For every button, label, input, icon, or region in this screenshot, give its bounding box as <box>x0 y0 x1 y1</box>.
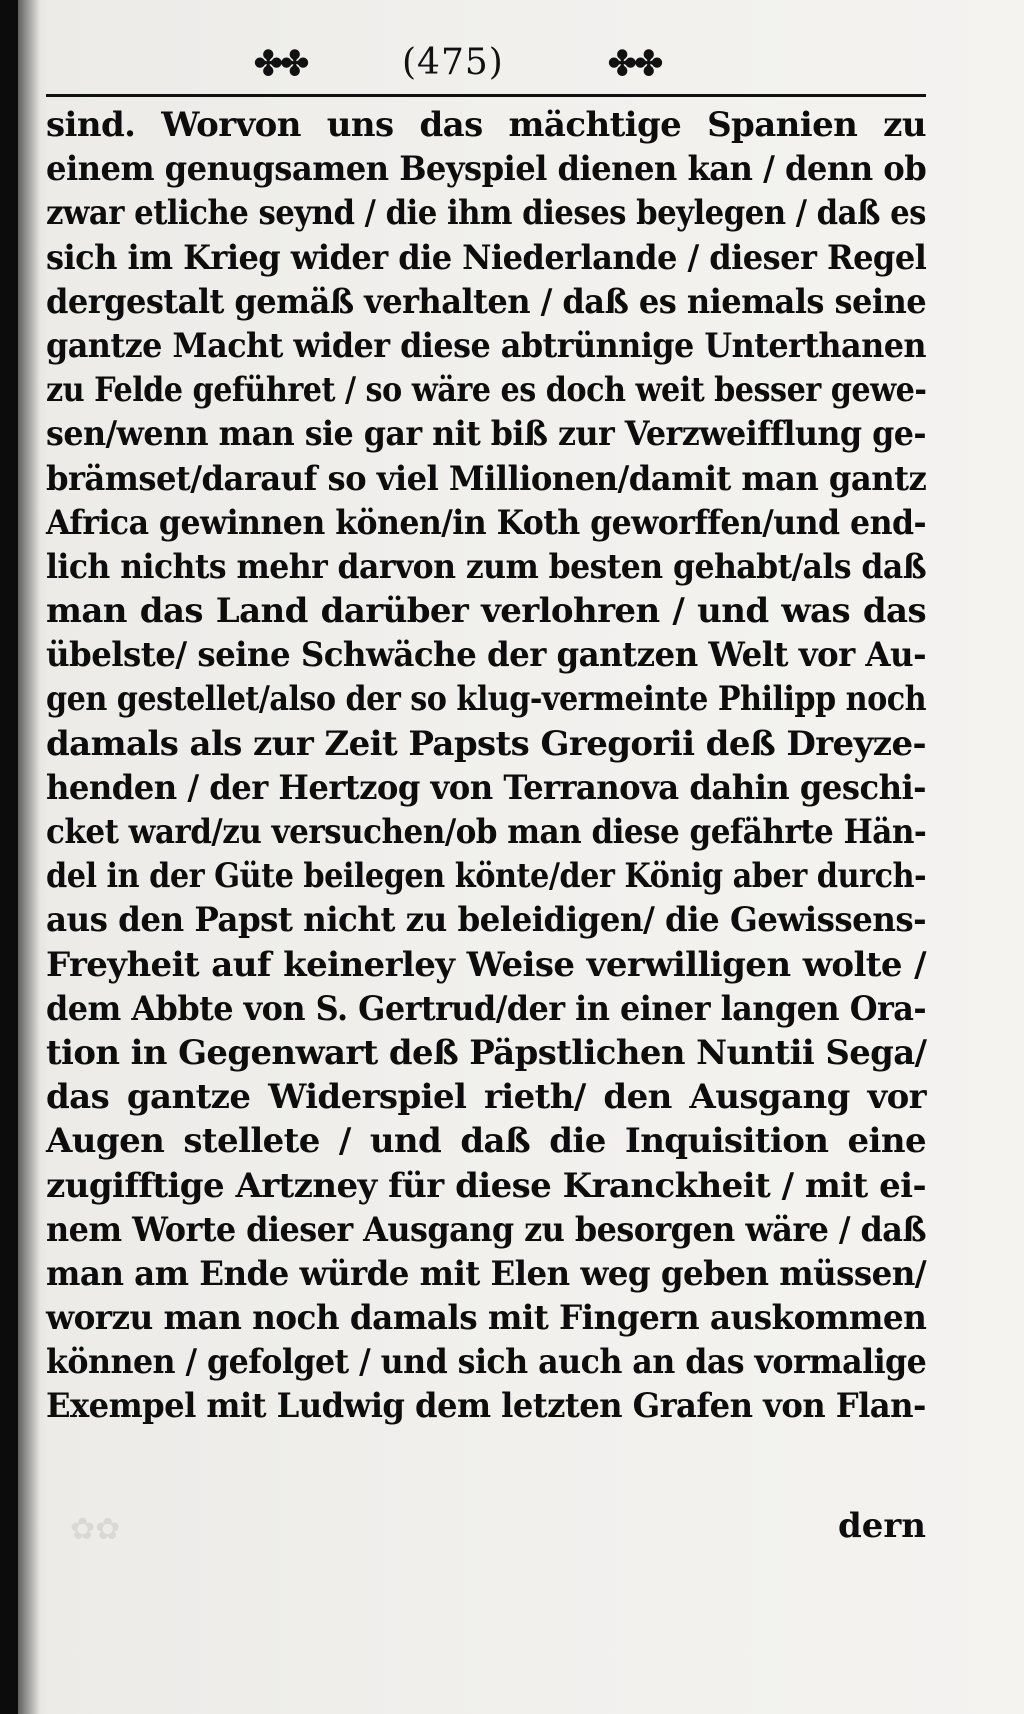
page-header <box>18 38 1024 88</box>
text-line: einem genugsamen Beyspiel dienen kan / denn ob <box>46 149 927 190</box>
text-line: Augen stellete / und daß die Inquisition eine <box>46 1121 926 1162</box>
text-line: del in der Güte beilegen könte/der König aber durch- <box>46 856 927 897</box>
text-line: Africa gewinnen könen/in Koth geworffen/und end- <box>46 502 927 543</box>
text-line: gantze Macht wider diese abtrünnige Unterthanen <box>46 325 927 366</box>
text-line: zugifftige Artzney für diese Kranckheit / mit ei- <box>46 1165 926 1206</box>
bleed-through-mark: ✿✿ <box>70 1512 121 1547</box>
text-line: dergestalt gemäß verhalten / daß es niemals seine <box>46 281 927 322</box>
body-text <box>46 103 926 1429</box>
text-line: nem Worte dieser Ausgang zu besorgen wäre / daß <box>46 1209 927 1250</box>
text-line: henden / der Hertzog von Terranova dahin geschi- <box>46 767 927 808</box>
text-line: Exempel mit Ludwig dem letzten Grafen von Flan- <box>46 1386 926 1427</box>
text-line: damals als zur Zeit Papsts Gregorii deß Dreyze- <box>46 723 926 764</box>
text-line: Freyheit auf keinerley Weise verwilligen wolte / <box>46 944 926 985</box>
text-line: lich nichts mehr darvon zum besten gehabt/als daß <box>46 546 927 587</box>
text-line: sind. Worvon uns das mächtige Spanien zu <box>46 105 926 145</box>
book-page <box>18 0 1024 1714</box>
text-line: übelste/ seine Schwäche der gantzen Welt vor Au- <box>46 635 927 676</box>
text-line: man das Land darüber verlohren / und was das <box>46 591 926 632</box>
text-line: tion in Gegenwart deß Päpstlichen Nuntii Sega/ <box>46 1032 927 1073</box>
text-line: man am Ende würde mit Elen weg geben müssen/ <box>46 1253 927 1294</box>
ornament-right-icon: ✤✤ <box>608 44 661 84</box>
text-line: aus den Papst nicht zu beleidigen/ die Gewissens- <box>46 900 927 941</box>
text-line: cket ward/zu versuchen/ob man diese gefährte Hän- <box>46 812 927 852</box>
catchword: dern <box>837 1506 926 1546</box>
page-number: (475) <box>402 42 504 83</box>
header-rule <box>46 94 926 97</box>
text-line: worzu man noch damals mit Fingern auskommen <box>46 1298 927 1339</box>
text-line: sich im Krieg wider die Niederlande / dieser Regel <box>46 237 927 278</box>
text-line: brämset/darauf so viel Millionen/damit man gantz <box>46 458 927 499</box>
text-line: zu Felde geführet / so wäre es doch weit besser gewe- <box>46 370 927 411</box>
text-line: dem Abbte von S. Gertrud/der in einer langen Ora- <box>46 988 927 1029</box>
text-line: sen/wenn man sie gar nit biß zur Verzweifflung ge- <box>46 414 927 455</box>
text-line: das gantze Widerspiel rieth/ den Ausgang vor <box>46 1077 926 1118</box>
ornament-left-icon: ✤✤ <box>254 44 307 84</box>
text-line: können / gefolget / und sich auch an das vormalige <box>46 1342 927 1383</box>
text-line: zwar etliche seynd / die ihm dieses beylegen / daß es <box>46 193 926 234</box>
text-line: gen gestellet/also der so klug-vermeinte Philipp noch <box>46 679 927 720</box>
spine-shadow <box>18 0 40 1714</box>
